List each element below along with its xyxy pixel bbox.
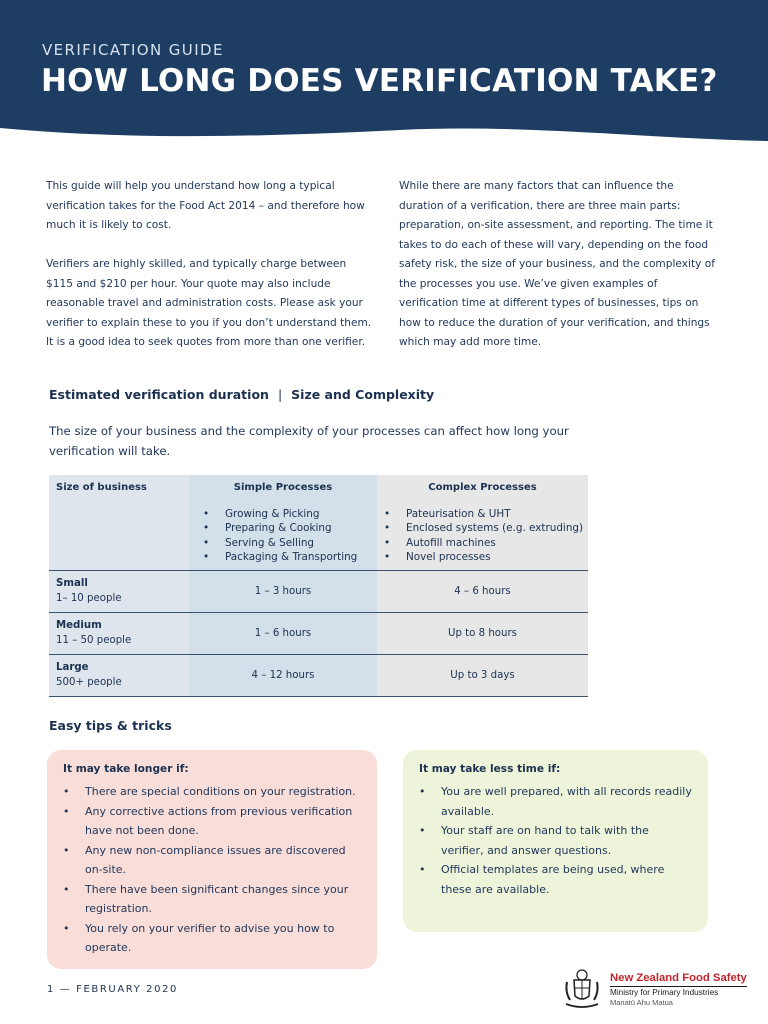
list-item: • Growing & Picking <box>203 507 377 521</box>
list-item: • Novel processes <box>384 550 588 564</box>
longer-tips-box <box>47 750 377 969</box>
table-row <box>49 654 588 696</box>
list-item: • Enclosed systems (e.g. extruding) <box>384 521 588 535</box>
page-title: HOW LONG DOES VERIFICATION TAKE? <box>41 63 718 99</box>
list-item: • Official templates are being used, where these are available. <box>417 860 694 899</box>
section-heading-size: Size and Complexity <box>291 387 435 402</box>
intro-paragraph: Verifiers are highly skilled, and typically charge between $115 and $210 per hour. Your quote may also include reasonable travel and administration costs. Please ask your verifier to explain these to you if you don’t understand them. It is a good idea to seek quotes from more than one verifier. <box>46 258 372 348</box>
logo-maori: Manatū Ahu Matua <box>610 998 673 1007</box>
size-name: Medium <box>56 619 102 631</box>
process-examples-row <box>49 503 588 570</box>
complex-duration: Up to 3 days <box>377 654 588 696</box>
section-heading-separator: | <box>277 387 283 402</box>
empty-cell <box>49 503 189 570</box>
intro-paragraph: While there are many factors that can influence the duration of a verification, there are three main parts: preparation, on-site assessment, and reporting. The time it takes to do each of these will vary, depending on the food safety risk, the size of your business, and the complexity of the processes you use. We’ve given examples of verification time at different types of businesses, tips on how to reduce the duration of your verification, and things which may add more time. <box>399 180 715 348</box>
complex-process-list <box>377 503 588 570</box>
intro-paragraph: This guide will help you understand how long a typical verification takes for the Food Act 2014 – and therefore how much it is likely to cost. <box>46 180 365 231</box>
list-item: • Any new non-compliance issues are discovered on-site. <box>61 841 363 880</box>
size-people: 11 – 50 people <box>56 634 132 646</box>
logo-name: New Zealand Food Safety <box>610 972 747 984</box>
list-item: • Packaging & Transporting <box>203 550 377 564</box>
less-tips-title: It may take less time if: <box>419 763 561 775</box>
list-item: • Serving & Selling <box>203 536 377 550</box>
intro-right-column <box>399 177 719 372</box>
table-row <box>49 570 588 612</box>
list-item: • There are special conditions on your registration. <box>61 782 363 802</box>
size-cell <box>49 654 189 696</box>
page-header <box>0 0 768 150</box>
size-cell <box>49 612 189 654</box>
column-header-simple: Simple Processes <box>189 475 377 503</box>
section-intro: The size of your business and the complexity of your processes can affect how long your verification will take. <box>49 424 569 458</box>
duration-table <box>49 475 588 697</box>
column-header-size: Size of business <box>49 475 189 503</box>
simple-duration: 4 – 12 hours <box>189 654 377 696</box>
size-name: Small <box>56 577 88 589</box>
logo-ministry: Ministry for Primary Industries <box>610 986 747 998</box>
list-item: • Any corrective actions from previous verification have not been done. <box>61 802 363 841</box>
simple-duration: 1 – 6 hours <box>189 612 377 654</box>
table-row <box>49 612 588 654</box>
section-heading <box>49 387 434 402</box>
list-item: • There have been significant changes since your registration. <box>61 880 363 919</box>
list-item: • Your staff are on hand to talk with the verifier, and answer questions. <box>417 821 694 860</box>
header-kicker: VERIFICATION GUIDE <box>42 41 224 59</box>
complex-duration: Up to 8 hours <box>377 612 588 654</box>
footer-page-label: 1 — FEBRUARY 2020 <box>47 984 179 995</box>
list-item: • Pateurisation & UHT <box>384 507 588 521</box>
complex-duration: 4 – 6 hours <box>377 570 588 612</box>
logo-text <box>610 972 747 1007</box>
list-item: • Autofill machines <box>384 536 588 550</box>
size-cell <box>49 570 189 612</box>
table-header-row <box>49 475 588 503</box>
list-item: • You are well prepared, with all records readily available. <box>417 782 694 821</box>
simple-process-list <box>189 503 377 570</box>
size-name: Large <box>56 661 89 673</box>
coat-of-arms-icon <box>560 966 604 1010</box>
simple-duration: 1 – 3 hours <box>189 570 377 612</box>
intro-left-column <box>46 177 376 372</box>
column-header-complex: Complex Processes <box>377 475 588 503</box>
size-people: 500+ people <box>56 676 122 688</box>
less-tips-box <box>403 750 708 932</box>
list-item: • You rely on your verifier to advise you how to operate. <box>61 919 363 958</box>
longer-tips-title: It may take longer if: <box>63 763 189 775</box>
list-item: • Preparing & Cooking <box>203 521 377 535</box>
size-people: 1– 10 people <box>56 592 122 604</box>
section-heading-duration: Estimated verification duration <box>49 387 269 402</box>
tips-heading: Easy tips & tricks <box>49 718 172 733</box>
nz-food-safety-logo <box>560 966 750 1010</box>
